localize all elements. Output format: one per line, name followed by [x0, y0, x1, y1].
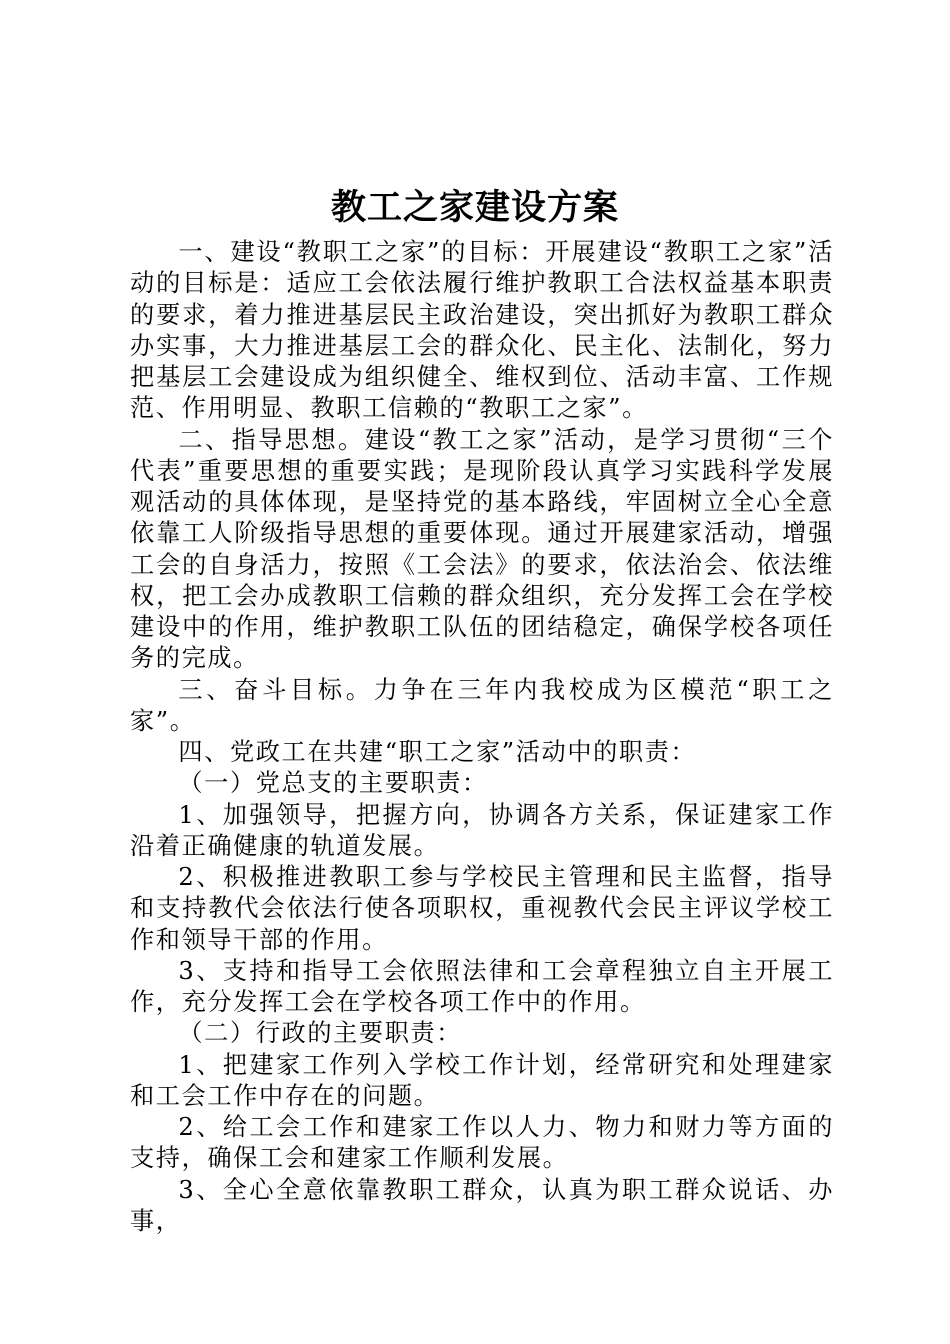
paragraph-admin-item-2: 2、给工会工作和建家工作以人力、物力和财力等方面的支持，确保工会和建家工作顺利发展。: [130, 1113, 834, 1173]
document-body: [130, 237, 834, 1237]
paragraph-admin-item-1: 1、把建家工作列入学校工作计划，经常研究和处理建家和工会工作中存在的问题。: [130, 1050, 834, 1110]
paragraph-party-item-3: 3、支持和指导工会依照法律和工会章程独立自主开展工作，充分发挥工会在学校各项工作中的作用。: [130, 956, 834, 1016]
paragraph-objective: 三、奋斗目标。力争在三年内我校成为区模范“职工之家”。: [130, 675, 834, 735]
paragraph-admin-item-3: 3、全心全意依靠教职工群众，认真为职工群众说话、办事，: [130, 1175, 834, 1235]
paragraph-party-item-1: 1、加强领导，把握方向，协调各方关系，保证建家工作沿着正确健康的轨道发展。: [130, 800, 834, 860]
paragraph-party-heading: （一）党总支的主要职责：: [178, 769, 488, 798]
paragraph-guiding-ideology: 二、指导思想。建设“教工之家”活动，是学习贯彻“三个代表”重要思想的重要实践；是现阶段认真学习实践科学发展观活动的具体体现，是坚持党的基本路线，牢固树立全心全意依靠工人阶级指导思想的重要体现。通过开展建家活动，增强工会的自身活力，按照《工会法》的要求，依法治会、依法维权，把工会办成教职工信赖的群众组织，充分发挥工会在学校建设中的作用，维护教职工队伍的团结稳定，确保学校各项任务的完成。: [130, 425, 834, 673]
paragraph-party-item-2: 2、积极推进教职工参与学校民主管理和民主监督，指导和支持教代会依法行使各项职权，重视教代会民主评议学校工作和领导干部的作用。: [130, 863, 834, 954]
document-title: 教工之家建设方案: [330, 187, 619, 228]
paragraph-admin-heading: （二）行政的主要职责：: [178, 1019, 463, 1048]
paragraph-responsibilities-heading: 四、党政工在共建“职工之家”活动中的职责：: [178, 738, 697, 766]
paragraph-goal: 一、建设“教职工之家”的目标：开展建设“教职工之家”活动的目标是：适应工会依法履行维护教职工合法权益基本职责的要求，着力推进基层民主政治建设，突出抓好为教职工群众办实事，大力推进基层工会的群众化、民主化、法制化，努力把基层工会建设成为组织健全、维权到位、活动丰富、工作规范、作用明显、教职工信赖的“教职工之家”。: [130, 238, 834, 423]
